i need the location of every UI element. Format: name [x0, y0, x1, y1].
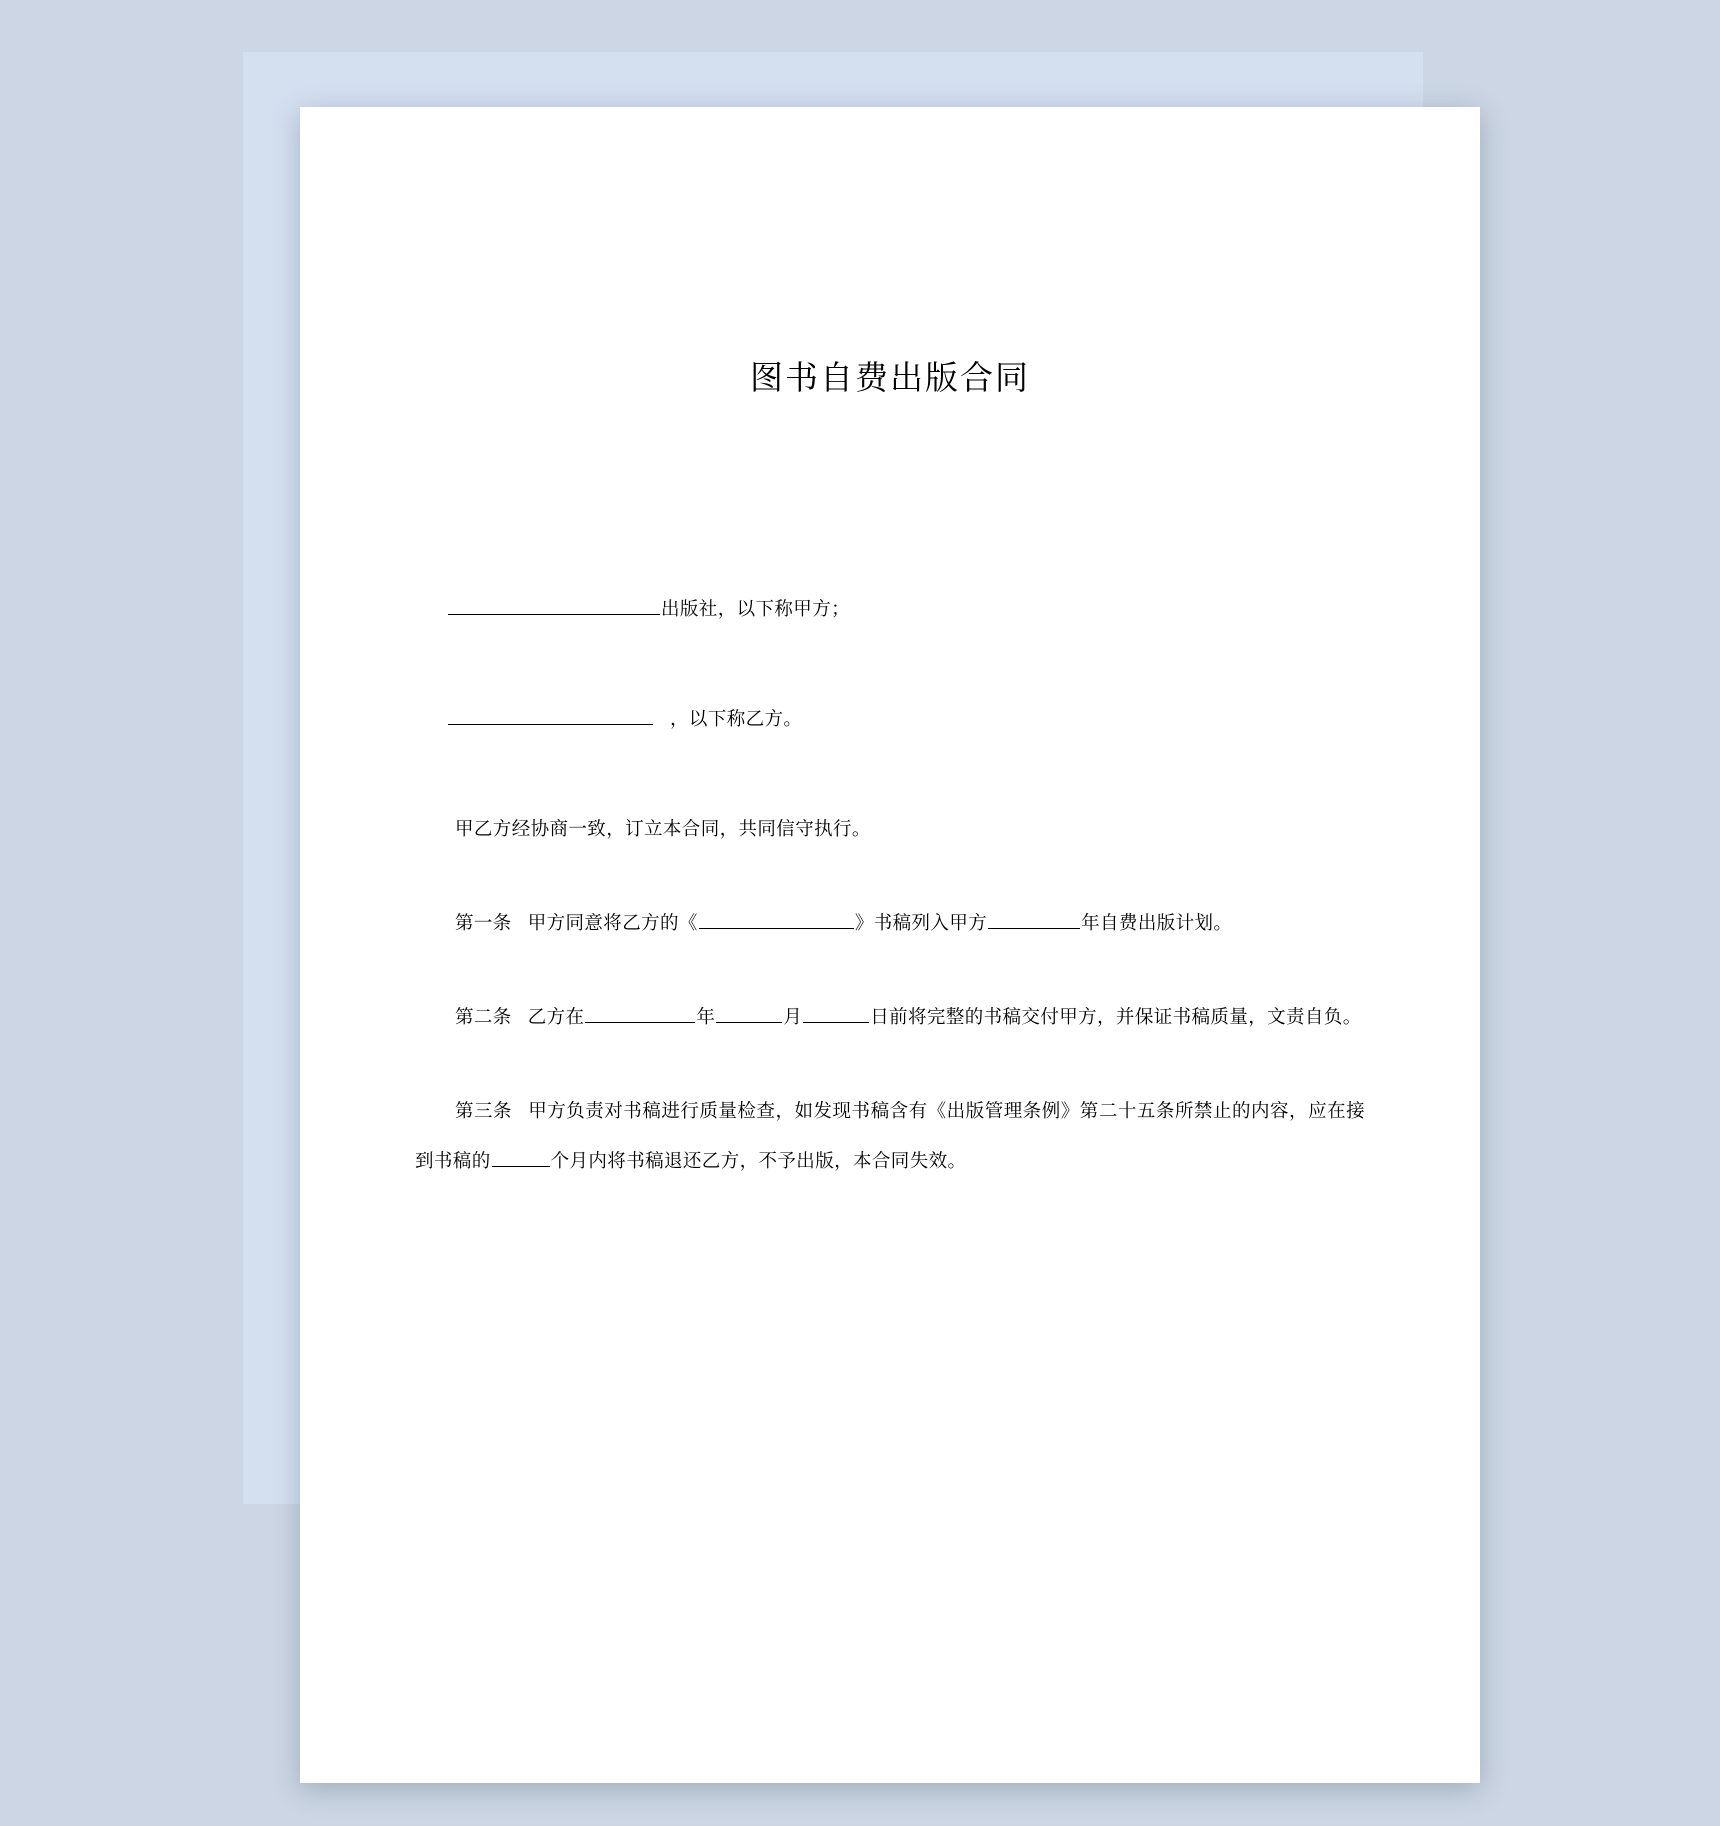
clause-1-blank-year[interactable] — [988, 909, 1080, 929]
clause-2-blank-day[interactable] — [803, 1003, 869, 1023]
party-a-text: 出版社，以下称甲方； — [661, 599, 851, 620]
clause-1-text-2: 》书稿列入甲方 — [854, 913, 988, 934]
clause-3-text-2: 个月内将书稿退还乙方，不予出版，本合同失效。 — [550, 1151, 967, 1172]
clause-1-blank-title[interactable] — [699, 909, 854, 929]
document-sheet — [300, 107, 1480, 1783]
clause-3-text-1: 甲方负责对书稿进行质量检查，如发现书稿含有《出版管理条例》第二十五条所禁止的内容，应在接到书稿的 — [415, 1101, 1366, 1172]
clause-1-text-1: 甲方同意将乙方的《 — [527, 913, 698, 934]
party-a-blank[interactable] — [448, 595, 660, 615]
preamble-paragraph: 甲乙方经协商一致，订立本合同，共同信守执行。 — [455, 819, 871, 840]
clause-3-number: 第三条 — [455, 1101, 513, 1122]
clause-1-text-3: 年自费出版计划。 — [1081, 913, 1233, 934]
document-content — [300, 107, 1480, 1783]
clause-2 — [415, 993, 1365, 1043]
clause-3-blank-months[interactable] — [492, 1147, 550, 1167]
clause-2-blank-year[interactable] — [585, 1003, 695, 1023]
party-a-line — [415, 585, 1365, 635]
clause-2-number: 第二条 — [455, 1007, 512, 1028]
clause-2-blank-month[interactable] — [716, 1003, 782, 1023]
clause-2-text-4: 日前将完整的书稿交付甲方，并保证书稿质量，文责自负。 — [870, 1007, 1362, 1028]
document-body — [415, 585, 1365, 1187]
page-title: 图书自费出版合同 — [750, 358, 1030, 397]
clause-2-text-2: 年 — [696, 1007, 716, 1028]
clause-3 — [415, 1087, 1365, 1187]
clause-1-number: 第一条 — [455, 913, 512, 934]
party-b-text: ，以下称乙方。 — [670, 709, 803, 730]
clause-2-text-3: 月 — [783, 1007, 803, 1028]
party-b-line — [415, 695, 1365, 745]
party-b-blank[interactable] — [448, 705, 653, 725]
clause-1 — [415, 899, 1365, 949]
clause-2-text-1: 乙方在 — [527, 1007, 585, 1028]
